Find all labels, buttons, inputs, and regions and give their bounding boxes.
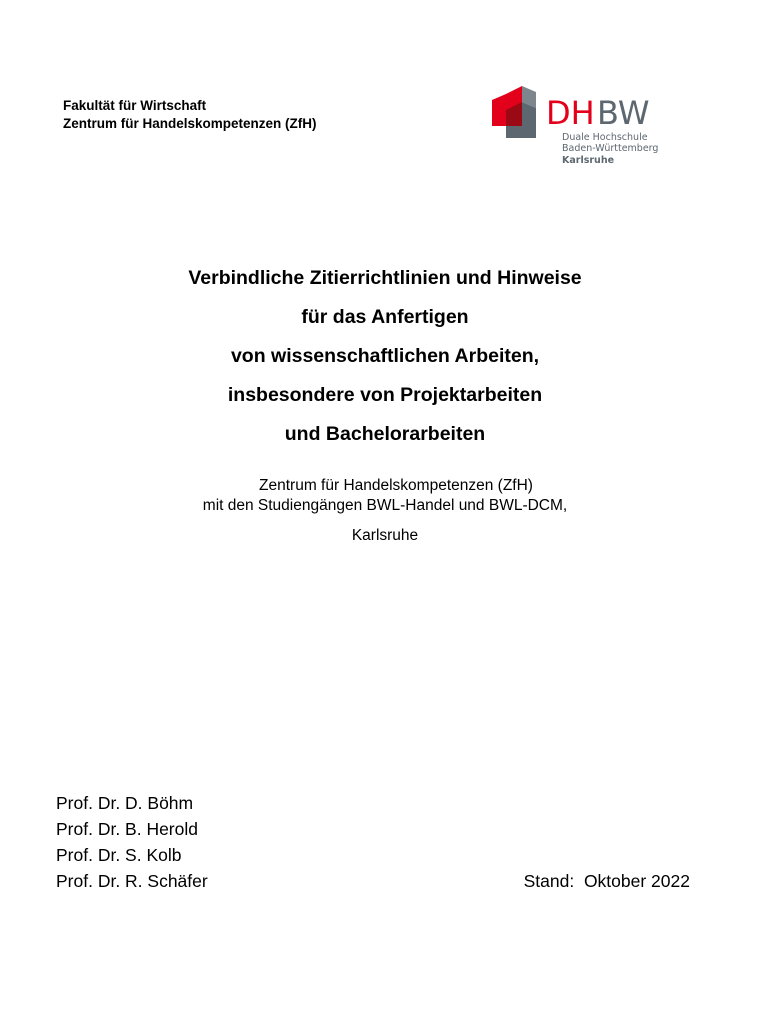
logo-text-bw: BW bbox=[597, 94, 650, 132]
author-name: Prof. Dr. S. Kolb bbox=[56, 845, 182, 865]
logo-subline-city: Karlsruhe bbox=[562, 155, 615, 166]
logo-emblem-grey-bottom bbox=[506, 126, 536, 138]
subtitle-city: Karlsruhe bbox=[351, 527, 419, 544]
center-name: Zentrum für Handelskompetenzen (ZfH) bbox=[63, 116, 317, 131]
author-name: Prof. Dr. D. Böhm bbox=[56, 793, 194, 813]
subtitle-programs: mit den Studiengängen BWL-Handel und BWL-DCM, bbox=[202, 497, 568, 514]
author-name: Prof. Dr. R. Schäfer bbox=[56, 871, 208, 891]
logo-subline-1: Duale Hochschule bbox=[562, 132, 648, 143]
title-line: Verbindliche Zitierrichtlinien und Hinweise bbox=[188, 267, 582, 289]
logo-subline-2: Baden-Württemberg bbox=[562, 143, 659, 154]
title-line: von wissenschaftlichen Arbeiten, bbox=[230, 345, 540, 367]
document-subtitle bbox=[0, 476, 770, 546]
dhbw-logo bbox=[492, 86, 672, 170]
header-institution bbox=[63, 97, 317, 133]
author-list bbox=[56, 790, 208, 894]
logo-emblem-red-left bbox=[492, 94, 506, 126]
subtitle-center: Zentrum für Handelskompetenzen (ZfH) bbox=[259, 477, 533, 494]
title-line: für das Anfertigen bbox=[301, 306, 469, 328]
title-line: insbesondere von Projektarbeiten bbox=[227, 384, 543, 406]
document-date: Stand: Oktober 2022 bbox=[523, 871, 690, 891]
document-title bbox=[0, 263, 770, 458]
logo-text-dh: DH bbox=[546, 94, 595, 132]
author-name: Prof. Dr. B. Herold bbox=[56, 819, 198, 839]
title-line: und Bachelorarbeiten bbox=[284, 423, 486, 445]
faculty-name: Fakultät für Wirtschaft bbox=[63, 98, 207, 113]
